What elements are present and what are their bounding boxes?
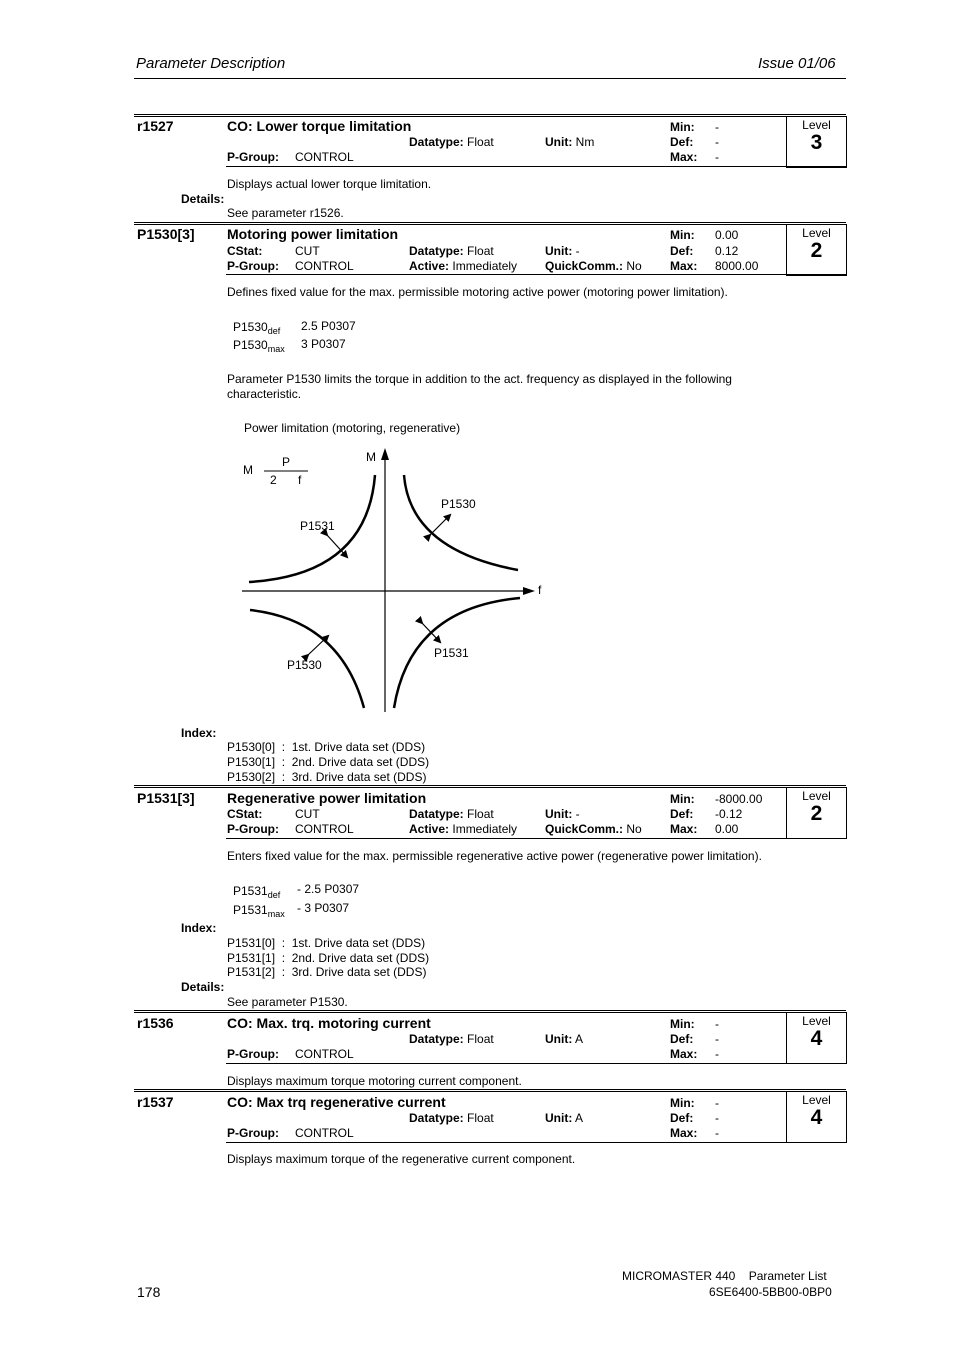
r1536-def-label: Def: — [670, 1032, 694, 1046]
p1530-level-box — [786, 224, 847, 276]
r1527-box-bottom — [226, 166, 846, 167]
diagram-label-q3: P1530 — [287, 658, 322, 672]
p1531-title: Regenerative power limitation — [227, 790, 427, 806]
r1527-max: - — [715, 150, 719, 164]
p1531-details-label: Details: — [181, 980, 225, 994]
f-axis-arrow — [523, 587, 535, 595]
r1537-def-label: Def: — [670, 1111, 694, 1125]
p1531-box-bottom — [226, 838, 846, 839]
r1536-top-rule — [134, 1010, 846, 1011]
p1531-level-label: Level — [802, 789, 831, 803]
p1530-active: Active: Immediately — [409, 259, 518, 273]
r1527-level-box — [786, 116, 847, 168]
r1527-min: - — [715, 120, 719, 134]
r1527-description: Displays actual lower torque limitation. — [227, 177, 432, 191]
diagram-formula-num: P — [282, 455, 291, 469]
r1537-title: CO: Max trq regenerative current — [227, 1094, 446, 1110]
p1530-unit: Unit: - — [545, 244, 580, 258]
footer-product: MICROMASTER 440 Parameter List — [622, 1269, 827, 1283]
r1537-pgroup: CONTROL — [295, 1126, 354, 1140]
r1536-top-rule-2 — [134, 1012, 846, 1013]
p1530-formula-def-value: 2.5 P0307 — [301, 319, 356, 333]
p1530-level-label: Level — [802, 226, 831, 240]
r1527-def-label: Def: — [670, 135, 694, 149]
diagram-title: Power limitation (motoring, regenerative) — [244, 421, 461, 435]
p1531-index-0: P1531[0] : 1st. Drive data set (DDS) — [227, 936, 426, 950]
p1531-index-2: P1531[2] : 3rd. Drive data set (DDS) — [227, 965, 427, 979]
p1530-pgroup-label: P-Group: — [227, 259, 279, 273]
r1527-pgroup-label: P-Group: — [227, 150, 279, 164]
p1530-index-1: P1530[1] : 2nd. Drive data set (DDS) — [227, 755, 430, 769]
p1530-min-label: Min: — [670, 228, 695, 242]
r1537-max-label: Max: — [670, 1126, 698, 1140]
p1531-cstat: CUT — [295, 807, 320, 821]
p1530-box-bottom — [226, 274, 846, 275]
diagram-axis-f: f — [538, 583, 542, 597]
p1531-active: Active: Immediately — [409, 822, 518, 836]
p1530-level: 2 — [810, 239, 823, 262]
p1530-def: 0.12 — [715, 244, 739, 258]
p1531-id: P1531[3] — [137, 790, 195, 806]
r1527-datatype: Datatype: Float — [409, 135, 494, 149]
p1530-index-2: P1530[2] : 3rd. Drive data set (DDS) — [227, 770, 427, 784]
diagram-formula-m: M — [243, 463, 253, 477]
p1530-max: 8000.00 — [715, 259, 759, 273]
p1531-top-rule-2 — [134, 787, 846, 788]
r1536-min: - — [715, 1017, 719, 1031]
r1537-level-label: Level — [802, 1093, 831, 1107]
p1531-quickcomm: QuickComm.: No — [545, 822, 642, 836]
p1531-min-label: Min: — [670, 792, 695, 806]
r1537-def: - — [715, 1111, 719, 1125]
p1530-formula-def: $P1530_{def}$ — [233, 320, 281, 336]
diagram-axis-m: M — [366, 450, 376, 464]
p1530-title: Motoring power limitation — [227, 226, 399, 242]
r1537-min-label: Min: — [670, 1096, 695, 1110]
header-title: Parameter Description — [136, 55, 286, 72]
p1530-cstat: CUT — [295, 244, 320, 258]
m-axis-arrow — [381, 448, 389, 460]
p1530-pgroup: CONTROL — [295, 259, 354, 273]
p1531-top-rule — [134, 785, 846, 786]
header-issue: Issue 01/06 — [758, 55, 836, 72]
p1531-level-box — [786, 787, 847, 839]
r1527-id: r1527 — [137, 118, 174, 134]
r1537-unit: Unit: A — [545, 1111, 584, 1125]
r1537-max: - — [715, 1126, 719, 1140]
p1531-min: -8000.00 — [715, 792, 763, 806]
p1530-text2-line1: Parameter P1530 limits the torque in addition to the act. frequency as displayed in the following — [227, 372, 732, 386]
p1531-datatype: Datatype: Float — [409, 807, 494, 821]
r1536-level: 4 — [810, 1027, 823, 1050]
r1536-datatype: Datatype: Float — [409, 1032, 494, 1046]
p1531-def-label: Def: — [670, 807, 694, 821]
r1536-level-label: Level — [802, 1014, 831, 1028]
r1537-box-bottom — [226, 1142, 846, 1143]
p1531-index-label: Index: — [181, 921, 217, 935]
header-rule — [134, 78, 846, 79]
r1536-description: Displays maximum torque motoring current component. — [227, 1074, 522, 1088]
diagram-formula-den-2: 2 — [270, 473, 277, 487]
p1531-description: Enters fixed value for the max. permissible regenerative active power (regenerative power limitation). — [227, 849, 762, 863]
p1530-index-0: P1530[0] : 1st. Drive data set (DDS) — [227, 740, 426, 754]
p1530-formula-max: $P1530_{max}$ — [233, 338, 285, 354]
p1531-formula-def-value: - 2.5 P0307 — [297, 882, 360, 896]
r1527-level: 3 — [810, 131, 823, 154]
r1536-max-label: Max: — [670, 1047, 698, 1061]
p1530-datatype: Datatype: Float — [409, 244, 494, 258]
p1530-text2-line2: characteristic. — [227, 387, 302, 401]
p1530-min: 0.00 — [715, 228, 739, 242]
r1527-max-label: Max: — [670, 150, 698, 164]
r1536-box-bottom — [226, 1063, 846, 1064]
p1531-index-1: P1531[1] : 2nd. Drive data set (DDS) — [227, 951, 430, 965]
p1530-top-rule — [134, 222, 846, 223]
r1527-top-rule-2 — [134, 116, 846, 117]
p1531-unit: Unit: - — [545, 807, 580, 821]
r1537-min: - — [715, 1096, 719, 1110]
r1527-details: See parameter r1526. — [227, 206, 344, 220]
arrow-q3 — [308, 636, 328, 655]
p1531-cstat-label: CStat: — [227, 807, 263, 821]
r1536-level-box — [786, 1012, 847, 1064]
p1531-formula-def: $P1531_{def}$ — [233, 884, 281, 900]
p1531-formula-max: $P1531_{max}$ — [233, 903, 285, 919]
r1527-def: - — [715, 135, 719, 149]
r1536-id: r1536 — [137, 1015, 174, 1031]
r1537-description: Displays maximum torque of the regenerative current component. — [227, 1152, 576, 1166]
curve-q1 — [404, 475, 518, 570]
diagram-label-q1: P1530 — [441, 497, 476, 511]
power-limit-diagram — [230, 440, 560, 720]
p1531-formula-max-value: - 3 P0307 — [297, 901, 350, 915]
r1527-level-label: Level — [802, 118, 831, 132]
footer-page-number: 178 — [137, 1284, 161, 1300]
p1530-def-label: Def: — [670, 244, 694, 258]
r1527-details-label: Details: — [181, 192, 225, 206]
p1531-max-label: Max: — [670, 822, 698, 836]
p1530-index-label: Index: — [181, 726, 217, 740]
r1537-id: r1537 — [137, 1094, 174, 1110]
r1536-unit: Unit: A — [545, 1032, 584, 1046]
p1530-id: P1530[3] — [137, 226, 195, 242]
r1536-min-label: Min: — [670, 1017, 695, 1031]
p1530-formula-max-value: 3 P0307 — [301, 337, 346, 351]
r1536-def: - — [715, 1032, 719, 1046]
p1530-max-label: Max: — [670, 259, 698, 273]
r1537-top-rule — [134, 1089, 846, 1090]
p1530-quickcomm: QuickComm.: No — [545, 259, 642, 273]
r1536-title: CO: Max. trq. motoring current — [227, 1015, 431, 1031]
p1530-top-rule-2 — [134, 224, 846, 225]
r1537-top-rule-2 — [134, 1091, 846, 1092]
p1531-pgroup: CONTROL — [295, 822, 354, 836]
r1537-level: 4 — [810, 1106, 823, 1129]
p1530-cstat-label: CStat: — [227, 244, 263, 258]
arrow-q1 — [430, 515, 450, 535]
p1531-def: -0.12 — [715, 807, 743, 821]
p1531-max: 0.00 — [715, 822, 739, 836]
r1537-pgroup-label: P-Group: — [227, 1126, 279, 1140]
r1527-title: CO: Lower torque limitation — [227, 118, 412, 134]
r1536-max: - — [715, 1047, 719, 1061]
r1527-min-label: Min: — [670, 120, 695, 134]
diagram-label-q2: P1531 — [300, 519, 335, 533]
r1537-level-box — [786, 1091, 847, 1143]
r1527-top-rule — [134, 114, 846, 115]
p1531-level: 2 — [810, 802, 823, 825]
r1536-pgroup: CONTROL — [295, 1047, 354, 1061]
diagram-formula-den-f: f — [298, 473, 302, 487]
r1527-unit: Unit: Nm — [545, 135, 595, 149]
diagram-label-q4: P1531 — [434, 646, 469, 660]
r1537-datatype: Datatype: Float — [409, 1111, 494, 1125]
r1527-pgroup: CONTROL — [295, 150, 354, 164]
p1531-pgroup-label: P-Group: — [227, 822, 279, 836]
footer-order-no: 6SE6400-5BB00-0BP0 — [709, 1285, 832, 1299]
r1536-pgroup-label: P-Group: — [227, 1047, 279, 1061]
p1531-details: See parameter P1530. — [227, 995, 348, 1009]
p1530-description: Defines fixed value for the max. permissible motoring active power (motoring power limitation). — [227, 285, 728, 299]
